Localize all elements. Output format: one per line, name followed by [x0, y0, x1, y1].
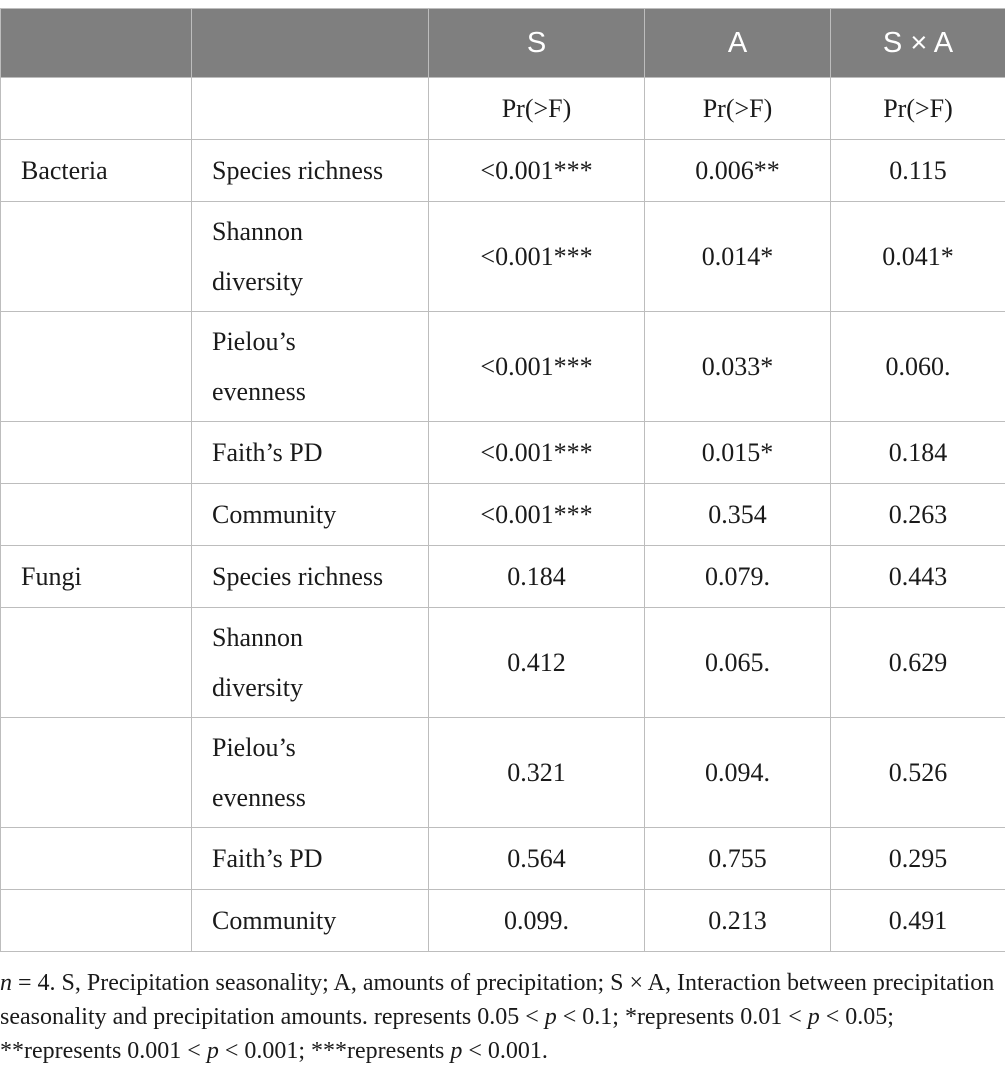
- subheader-cell-empty: [1, 78, 192, 140]
- table-row: [1, 718, 1005, 828]
- group-cell: Fungi: [1, 546, 192, 608]
- value-cell-a: 0.213: [645, 890, 831, 952]
- value-cell-sxa: 0.041*: [831, 202, 1005, 312]
- subheader-row: [1, 78, 1005, 140]
- group-cell: [1, 718, 192, 828]
- value-cell-s: <0.001***: [429, 140, 645, 202]
- metric-cell: Community: [192, 890, 429, 952]
- footnote-p-variable: p: [807, 1004, 820, 1030]
- metric-cell: Pielou’s evenness: [192, 718, 429, 828]
- group-cell: [1, 422, 192, 484]
- value-cell-s: <0.001***: [429, 202, 645, 312]
- value-cell-sxa: 0.526: [831, 718, 1005, 828]
- value-cell-s: 0.412: [429, 608, 645, 718]
- group-cell: [1, 608, 192, 718]
- value-cell-s: 0.321: [429, 718, 645, 828]
- header-cell-s: S: [429, 9, 645, 78]
- value-cell-sxa: 0.443: [831, 546, 1005, 608]
- header-cell-a: A: [645, 9, 831, 78]
- metric-cell: Species richness: [192, 546, 429, 608]
- subheader-cell-sxa: Pr(>F): [831, 78, 1005, 140]
- group-cell: [1, 484, 192, 546]
- footnote-text: < 0.05; **represents 0.001 <: [0, 1004, 894, 1064]
- metric-cell: Shannon diversity: [192, 608, 429, 718]
- value-cell-s: <0.001***: [429, 422, 645, 484]
- value-cell-s: <0.001***: [429, 484, 645, 546]
- subheader-cell-s: Pr(>F): [429, 78, 645, 140]
- value-cell-s: 0.564: [429, 828, 645, 890]
- table-row: [1, 484, 1005, 546]
- value-cell-sxa: 0.060.: [831, 312, 1005, 422]
- header-cell-group: [1, 9, 192, 78]
- footnote-text: < 0.001; ***represents: [218, 1038, 451, 1064]
- header-cell-sxa: S × A: [831, 9, 1005, 78]
- value-cell-sxa: 0.491: [831, 890, 1005, 952]
- table-row: [1, 890, 1005, 952]
- value-cell-s: <0.001***: [429, 312, 645, 422]
- value-cell-a: 0.755: [645, 828, 831, 890]
- metric-cell: Faith’s PD: [192, 422, 429, 484]
- value-cell-s: 0.184: [429, 546, 645, 608]
- header-row: [1, 9, 1005, 78]
- footnote-n-variable: n: [0, 970, 12, 996]
- value-cell-sxa: 0.184: [831, 422, 1005, 484]
- table-row: [1, 828, 1005, 890]
- subheader-cell-a: Pr(>F): [645, 78, 831, 140]
- group-cell: [1, 312, 192, 422]
- metric-cell: Pielou’s evenness: [192, 312, 429, 422]
- value-cell-a: 0.033*: [645, 312, 831, 422]
- group-cell: [1, 890, 192, 952]
- metric-cell: Faith’s PD: [192, 828, 429, 890]
- value-cell-a: 0.065.: [645, 608, 831, 718]
- anova-results-table: [0, 8, 1005, 952]
- value-cell-a: 0.006**: [645, 140, 831, 202]
- footnote-p-variable: p: [450, 1038, 463, 1064]
- group-cell: [1, 828, 192, 890]
- footnote-text: < 0.001.: [462, 1038, 548, 1064]
- value-cell-a: 0.014*: [645, 202, 831, 312]
- value-cell-sxa: 0.629: [831, 608, 1005, 718]
- subheader-cell-empty: [192, 78, 429, 140]
- table-row: [1, 140, 1005, 202]
- value-cell-a: 0.354: [645, 484, 831, 546]
- value-cell-sxa: 0.263: [831, 484, 1005, 546]
- metric-cell: Shannon diversity: [192, 202, 429, 312]
- table-row: [1, 422, 1005, 484]
- group-cell: Bacteria: [1, 140, 192, 202]
- value-cell-a: 0.079.: [645, 546, 831, 608]
- table-row: [1, 202, 1005, 312]
- table-footnote: [0, 966, 1000, 1068]
- footnote-p-variable: p: [206, 1038, 219, 1064]
- metric-cell: Species richness: [192, 140, 429, 202]
- group-cell: [1, 202, 192, 312]
- value-cell-a: 0.015*: [645, 422, 831, 484]
- table-row: [1, 546, 1005, 608]
- metric-cell: Community: [192, 484, 429, 546]
- footnote-p-variable: p: [544, 1004, 557, 1030]
- table-row: [1, 312, 1005, 422]
- header-cell-metric: [192, 9, 429, 78]
- value-cell-sxa: 0.115: [831, 140, 1005, 202]
- footnote-text: < 0.1; *represents 0.01 <: [556, 1004, 808, 1030]
- value-cell-sxa: 0.295: [831, 828, 1005, 890]
- table-row: [1, 608, 1005, 718]
- value-cell-s: 0.099.: [429, 890, 645, 952]
- footnote-text: = 4. S, Precipitation seasonality; A, amounts of precipitation; S × A, Interaction between precipitation seasonality and precipitation amounts. represents 0.05 <: [0, 970, 995, 1030]
- value-cell-a: 0.094.: [645, 718, 831, 828]
